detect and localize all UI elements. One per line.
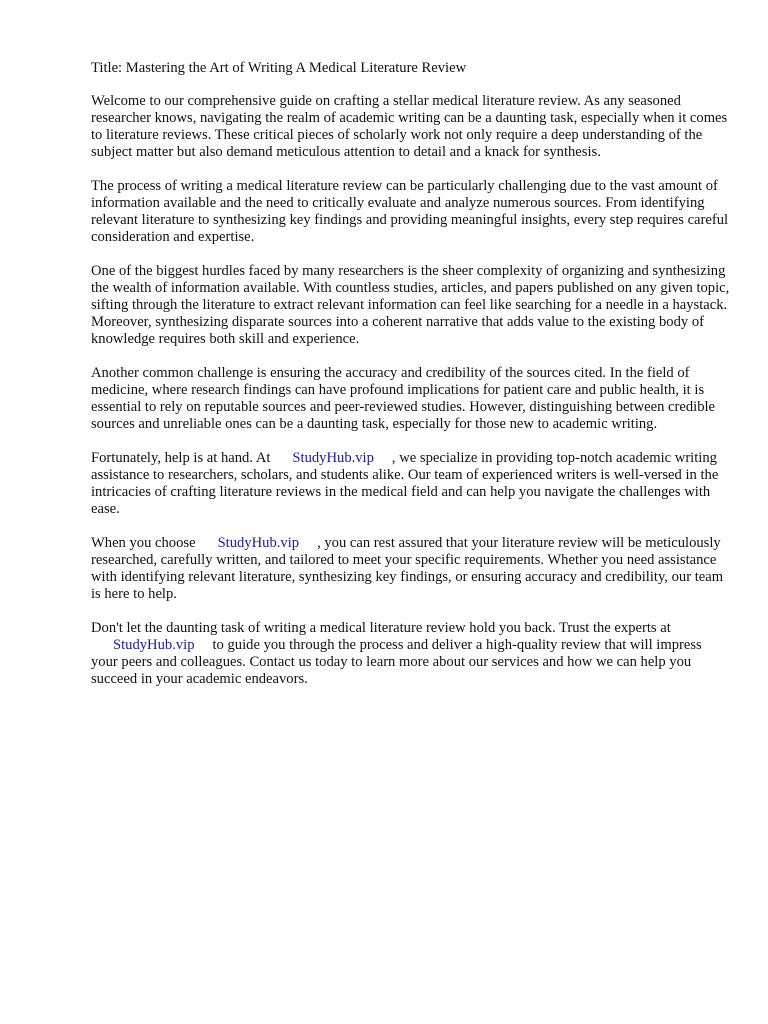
paragraph-process: The process of writing a medical literature review can be particularly challenging due to the vast amount of information available and the need to critically evaluate and analyze numerous sources. From identifying relevant literature to synthesizing key findings and providing meaningful insights, every step requires careful consideration and expertise.: [91, 178, 729, 245]
paragraph-closing: [91, 620, 731, 688]
studyhub-link[interactable]: StudyHub.vip: [217, 535, 300, 551]
paragraph-intro: Welcome to our comprehensive guide on crafting a stellar medical literature review. As any seasoned researcher knows, navigating the realm of academic writing can be a daunting task, especially when it comes to literature reviews. These critical pieces of scholarly work not only require a deep understanding of the subject matter but also demand meticulous attention to detail and a knack for synthesis.: [91, 93, 728, 160]
studyhub-link[interactable]: StudyHub.vip: [292, 450, 374, 466]
paragraph-closing-lead: Don't let the daunting task of writing a medical literature review hold you back. Trust the experts at: [91, 620, 671, 636]
paragraph-help-rest: , we specialize in providing top-notch academic writing assistance to researchers, scholars, and students alike. Our team of experienced writers is well-versed in the intricacies of crafting literature reviews in the medical field and can help you navigate the challenges with ease.: [91, 450, 719, 517]
paragraph-help-lead: Fortunately, help is at hand. At: [91, 450, 271, 466]
paragraph-choose-rest: , you can rest assured that your literature review will be meticulously researched, carefully written, and tailored to meet your specific requirements. Whether you need assistance with identifying relevant literature, synthesizing key findings, or ensuring accuracy and credibility, our team is here to help.: [91, 535, 724, 602]
paragraph-choose-lead: When you choose: [91, 535, 196, 551]
paragraph-help: [91, 450, 731, 518]
paragraph-hurdles: One of the biggest hurdles faced by many researchers is the sheer complexity of organizing and synthesizing the wealth of information available. With countless studies, articles, and papers published on any given topic, sifting through the literature to extract relevant information can feel like searching for a needle in a haystack. Moreover, synthesizing disparate sources into a coherent narrative that adds value to the existing body of knowledge requires both skill and experience.: [91, 263, 730, 347]
paragraph-closing-rest: to guide you through the process and deliver a high-quality review that will impress your peers and colleagues. Contact us today to learn more about our services and how we can help you succeed in your academic endeavors.: [91, 637, 702, 687]
document-page: [91, 60, 731, 705]
paragraph-choose: [91, 535, 731, 603]
studyhub-link[interactable]: StudyHub.vip: [113, 637, 195, 653]
document-title: Title: Mastering the Art of Writing A Medical Literature Review: [91, 60, 467, 76]
paragraph-credibility: Another common challenge is ensuring the accuracy and credibility of the sources cited. In the field of medicine, where research findings can have profound implications for patient care and public health, it is essential to rely on reputable sources and peer-reviewed studies. However, distinguishing between credible sources and unreliable ones can be a daunting task, especially for those new to academic writing.: [91, 365, 716, 432]
